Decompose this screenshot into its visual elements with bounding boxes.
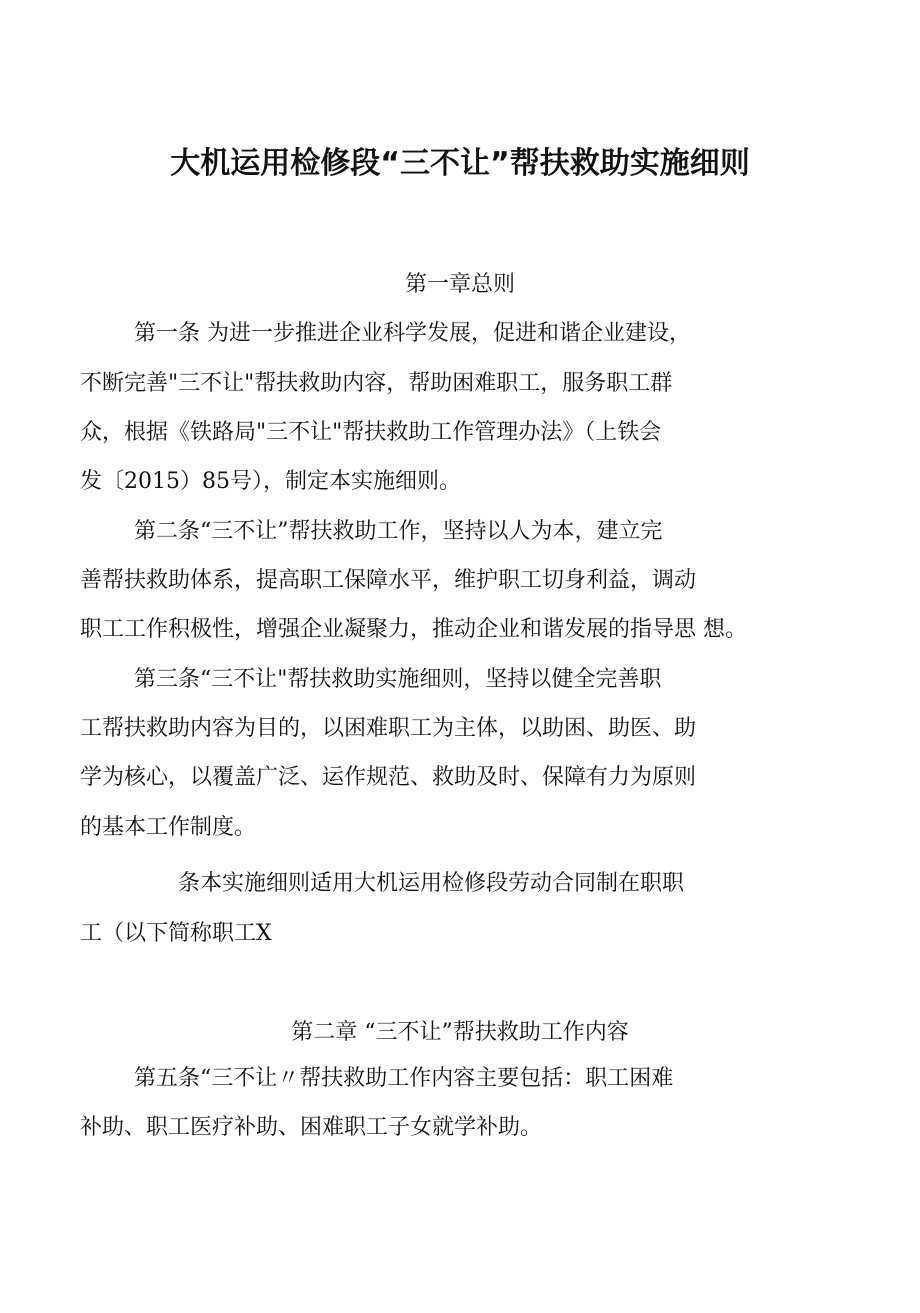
article-1-line-3: 众，根据《铁路局"三不让"帮扶救助工作管理办法》（上铁会 [80, 420, 662, 445]
article-2-line-2: 善帮扶救助体系，提高职工保障水平，维护职工切身利益，调动 [80, 568, 697, 593]
article-2-line-3: 职工工作积极性，增强企业凝聚力，推动企业和谐发展的指导思 想。 [80, 617, 747, 642]
article-1-line-4: 发〔2015）85号），制定本实施细则。 [80, 469, 461, 494]
article-3-line-1: 第三条“三不让"帮扶救助实施细则，坚持以健全完善职 [134, 667, 662, 692]
document-title: 大机运用检修段“三不让”帮扶救助实施细则 [170, 146, 750, 181]
chapter-2-heading: 第二章 “三不让”帮扶救助工作内容 [291, 1020, 629, 1045]
chapter-1-heading: 第一章总则 [404, 272, 515, 297]
article-3-line-4: 的基本工作制度。 [80, 815, 257, 840]
article-5-line-1: 第五条“三不让〃帮扶救助工作内容主要包括：职工困难 [134, 1066, 674, 1091]
article-1-line-1: 第一条 为进一步推进企业科学发展，促进和谐企业建设， [134, 321, 691, 346]
article-3-line-2: 工帮扶救助内容为目的，以困难职工为主体，以助困、助医、助 [80, 716, 697, 741]
article-2-line-1: 第二条“三不让”帮扶救助工作，坚持以人为本，建立完 [134, 519, 663, 544]
article-1-line-2: 不断完善"三不让"帮扶救助内容，帮助困难职工，服务职工群 [80, 371, 673, 396]
article-3-line-3: 学为核心，以覆盖广泛、运作规范、救助及时、保障有力为原则 [80, 765, 697, 790]
article-4-line-2: 工（以下简称职工X [80, 921, 272, 946]
article-5-line-2: 补助、职工医疗补助、困难职工子女就学补助。 [80, 1115, 543, 1140]
article-4-line-1: 条本实施细则适用大机运用检修段劳动合同制在职职 [178, 871, 685, 896]
